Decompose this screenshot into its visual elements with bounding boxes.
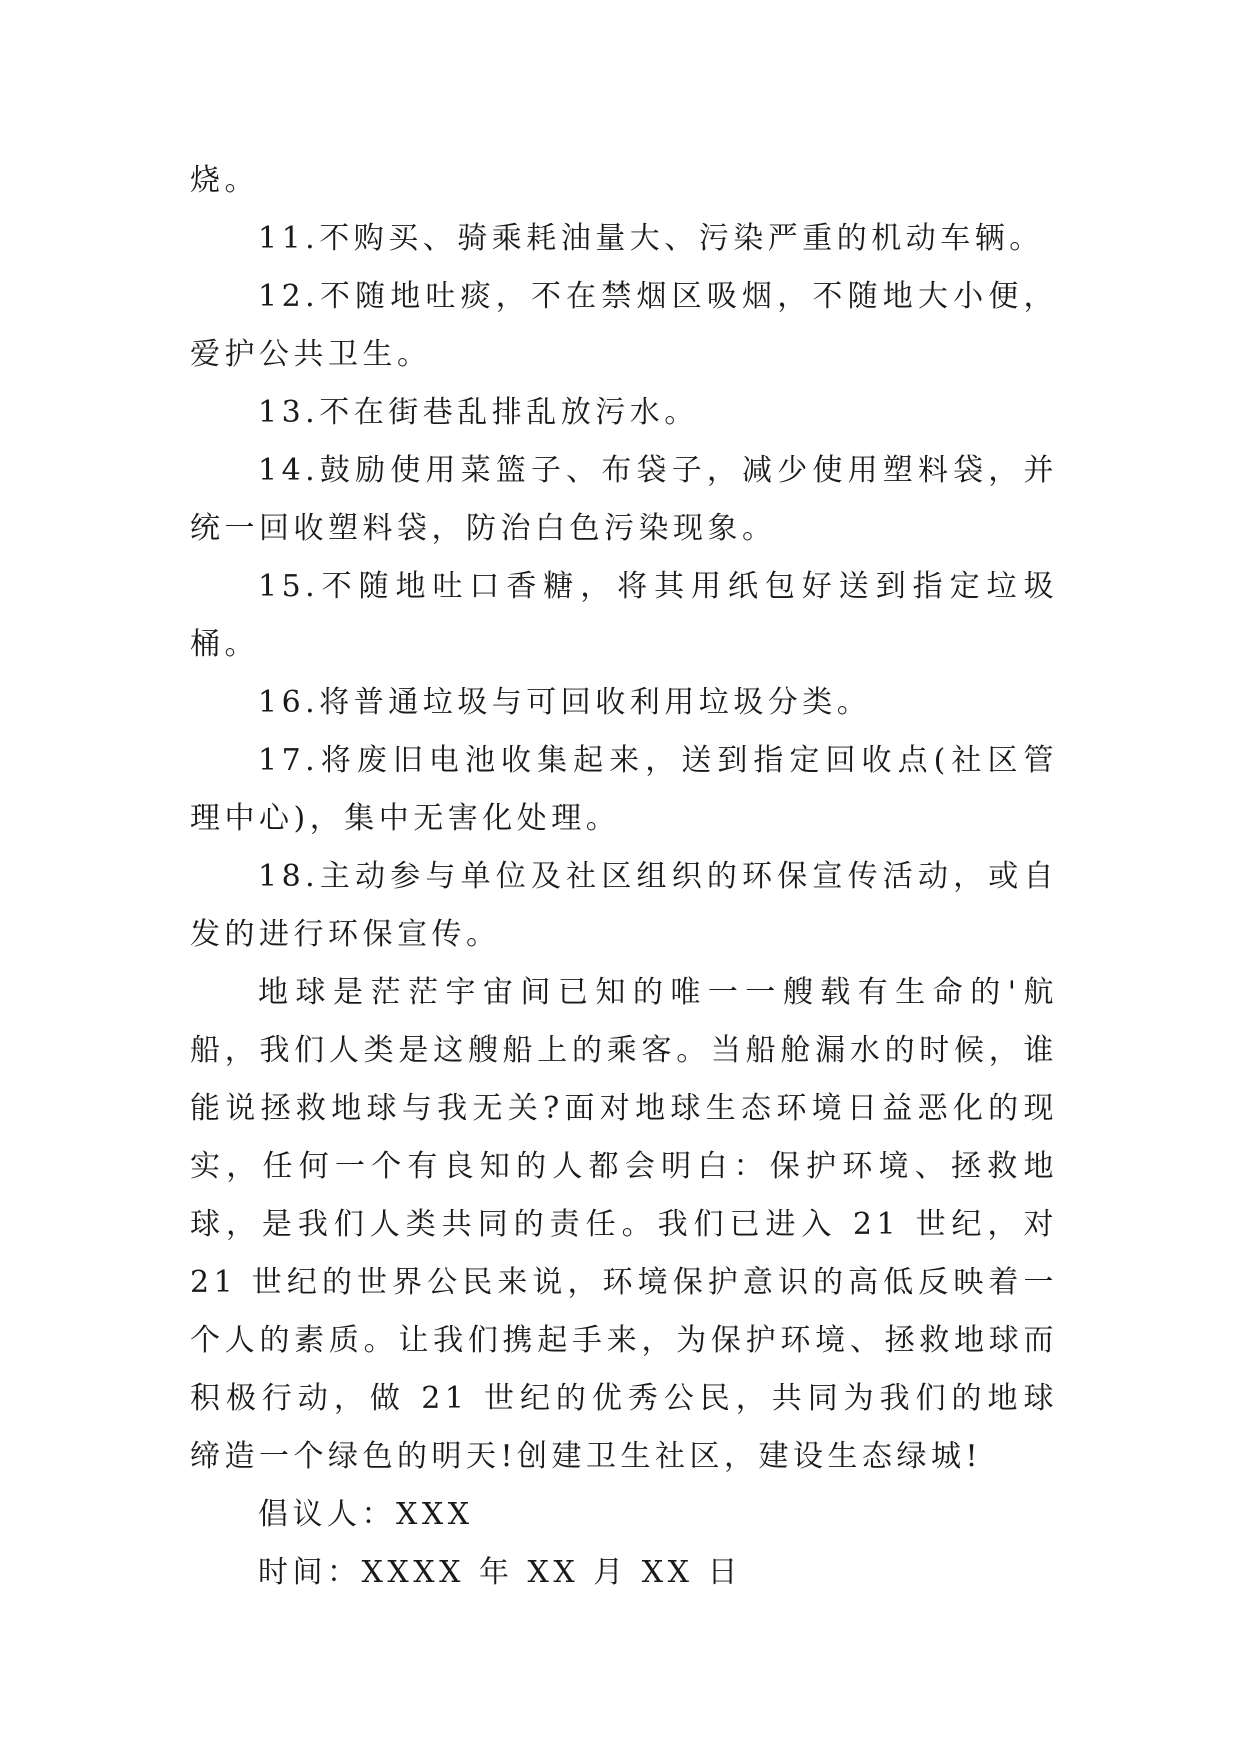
date-line: 时间：XXXX 年 XX 月 XX 日: [258, 1555, 743, 1590]
item-18: 18.主动参与单位及社区组织的环保宣传活动，或自发的进行环保宣传。: [190, 859, 1058, 952]
closing-paragraph: 地球是茫茫宇宙间已知的唯一一艘载有生命的'航船，我们人类是这艘船上的乘客。当船舱漏水的时候，谁能说拯救地球与我无关?面对地球生态环境日益恶化的现实，任何一个有良知的人都会明白：保护环境、拯救地球，是我们人类共同的责任。我们已进入 21 世纪，对 21 世纪的世界公民来说，环境保护意识的高低反映着一个人的素质。让我们携起手来，为保护环境、拯救地球而积极行动，做 21 世纪的优秀公民，共同为我们的地球缔造一个绿色的明天!创建卫生社区，建设生态绿城!: [190, 975, 1058, 1474]
item-12: 12.不随地吐痰，不在禁烟区吸烟，不随地大小便，爱护公共卫生。: [190, 279, 1058, 372]
proposer-line: 倡议人：XXX: [258, 1497, 474, 1532]
item-15: 15.不随地吐口香糖，将其用纸包好送到指定垃圾桶。: [190, 569, 1058, 662]
item-16: 16.将普通垃圾与可回收利用垃圾分类。: [258, 685, 872, 720]
item-11: 11.不购买、骑乘耗油量大、污染严重的机动车辆。: [258, 221, 1044, 256]
item-13: 13.不在街巷乱排乱放污水。: [258, 395, 699, 430]
item-14: 14.鼓励使用菜篮子、布袋子，减少使用塑料袋，并统一回收塑料袋，防治白色污染现象。: [190, 453, 1058, 546]
item-17: 17.将废旧电池收集起来，送到指定回收点(社区管理中心)，集中无害化处理。: [190, 743, 1058, 836]
document-page: [190, 152, 1058, 1602]
continuation-text: 烧。: [190, 163, 259, 198]
